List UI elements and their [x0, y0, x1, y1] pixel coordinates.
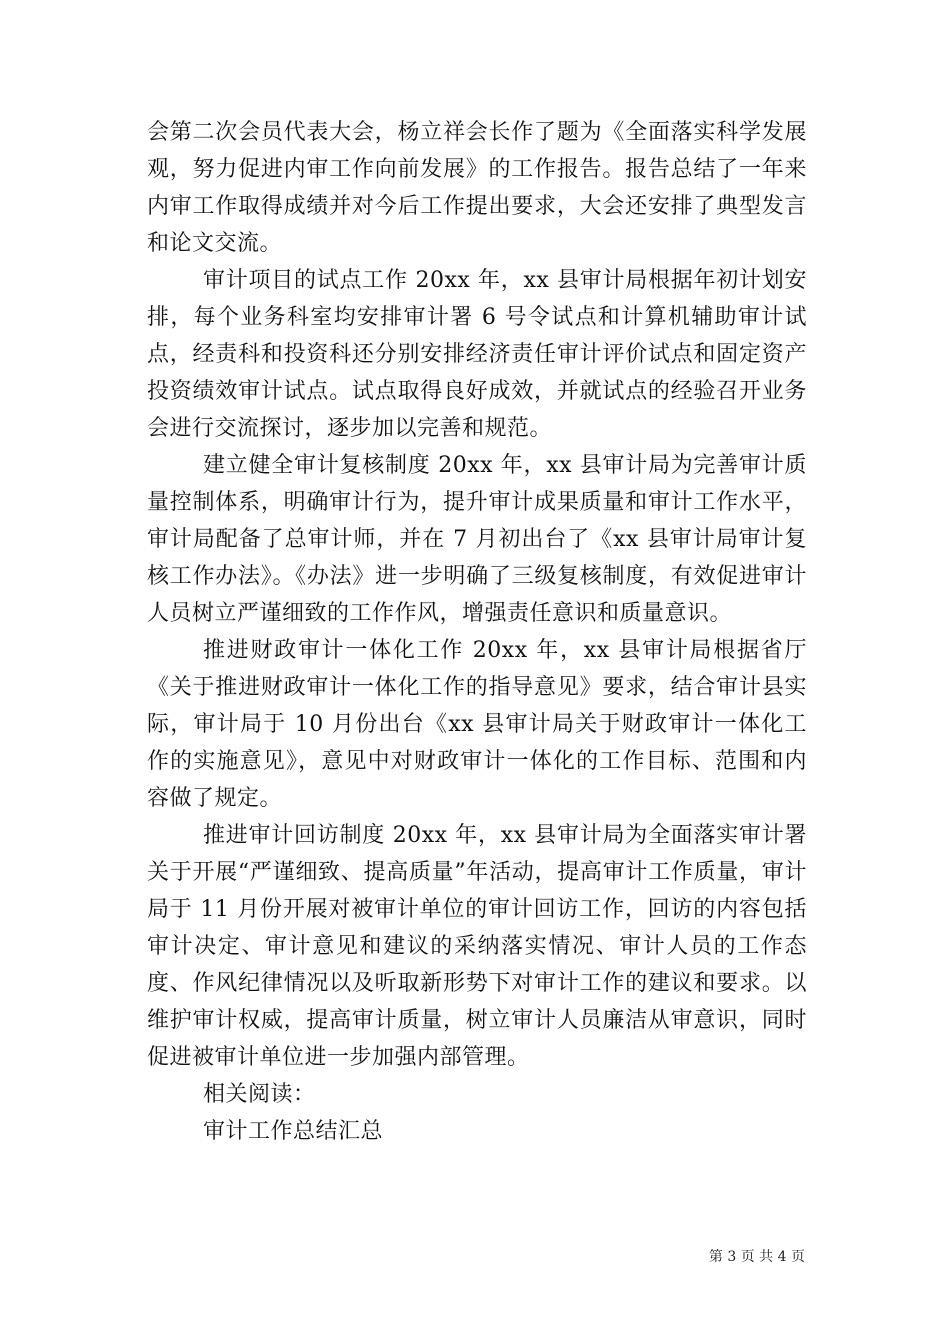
paragraph-2: 审计项目的试点工作 20xx 年，xx 县审计局根据年初计划安排，每个业务科室均安排审计署 6 号令试点和计算机辅助审计试点，经责科和投资科还分别安排经济责任审计评价试点和固定资产投资绩效审计试点。试点取得良好成效，并就试点的经验召开业务会进行交流探讨，逐步加以完善和规范。	[147, 268, 807, 441]
document-body	[147, 114, 807, 1150]
related-reading-link[interactable]: 审计工作总结汇总	[203, 1119, 384, 1144]
page-number: 第 3 页 共 4 页	[708, 1249, 805, 1265]
paragraph-4: 推进财政审计一体化工作 20xx 年，xx 县审计局根据省厅《关于推进财政审计一体化工作的指导意见》要求，结合审计县实际，审计局于 10 月份出台《xx 县审计局关于财政审计一体化工作的实施意见》，意见中对财政审计一体化的工作目标、范围和内容做了规定。	[147, 638, 807, 811]
related-reading-label: 相关阅读：	[203, 1082, 316, 1107]
paragraph-5: 推进审计回访制度 20xx 年，xx 县审计局为全面落实审计署关于开展“严谨细致、提高质量”年活动，提高审计工作质量，审计局于 11 月份开展对被审计单位的审计回访工作，回访的内容包括审计决定、审计意见和建议的采纳落实情况、审计人员的工作态度、作风纪律情况以及听取新形势下对审计工作的建议和要求。以维护审计权威，提高审计质量，树立审计人员廉洁从审意识，同时促进被审计单位进一步加强内部管理。	[147, 823, 807, 1070]
paragraph-1: 会第二次会员代表大会，杨立祥会长作了题为《全面落实科学发展观，努力促进内审工作向前发展》的工作报告。报告总结了一年来内审工作取得成绩并对今后工作提出要求，大会还安排了典型发言和论文交流。	[147, 120, 807, 256]
paragraph-3: 建立健全审计复核制度 20xx 年，xx 县审计局为完善审计质量控制体系，明确审计行为，提升审计成果质量和审计工作水平，审计局配备了总审计师，并在 7 月初出台了《xx 县审计局审计复核工作办法》。《办法》进一步明确了三级复核制度，有效促进审计人员树立严谨细致的工作作风，增强责任意识和质量意识。	[147, 453, 807, 626]
